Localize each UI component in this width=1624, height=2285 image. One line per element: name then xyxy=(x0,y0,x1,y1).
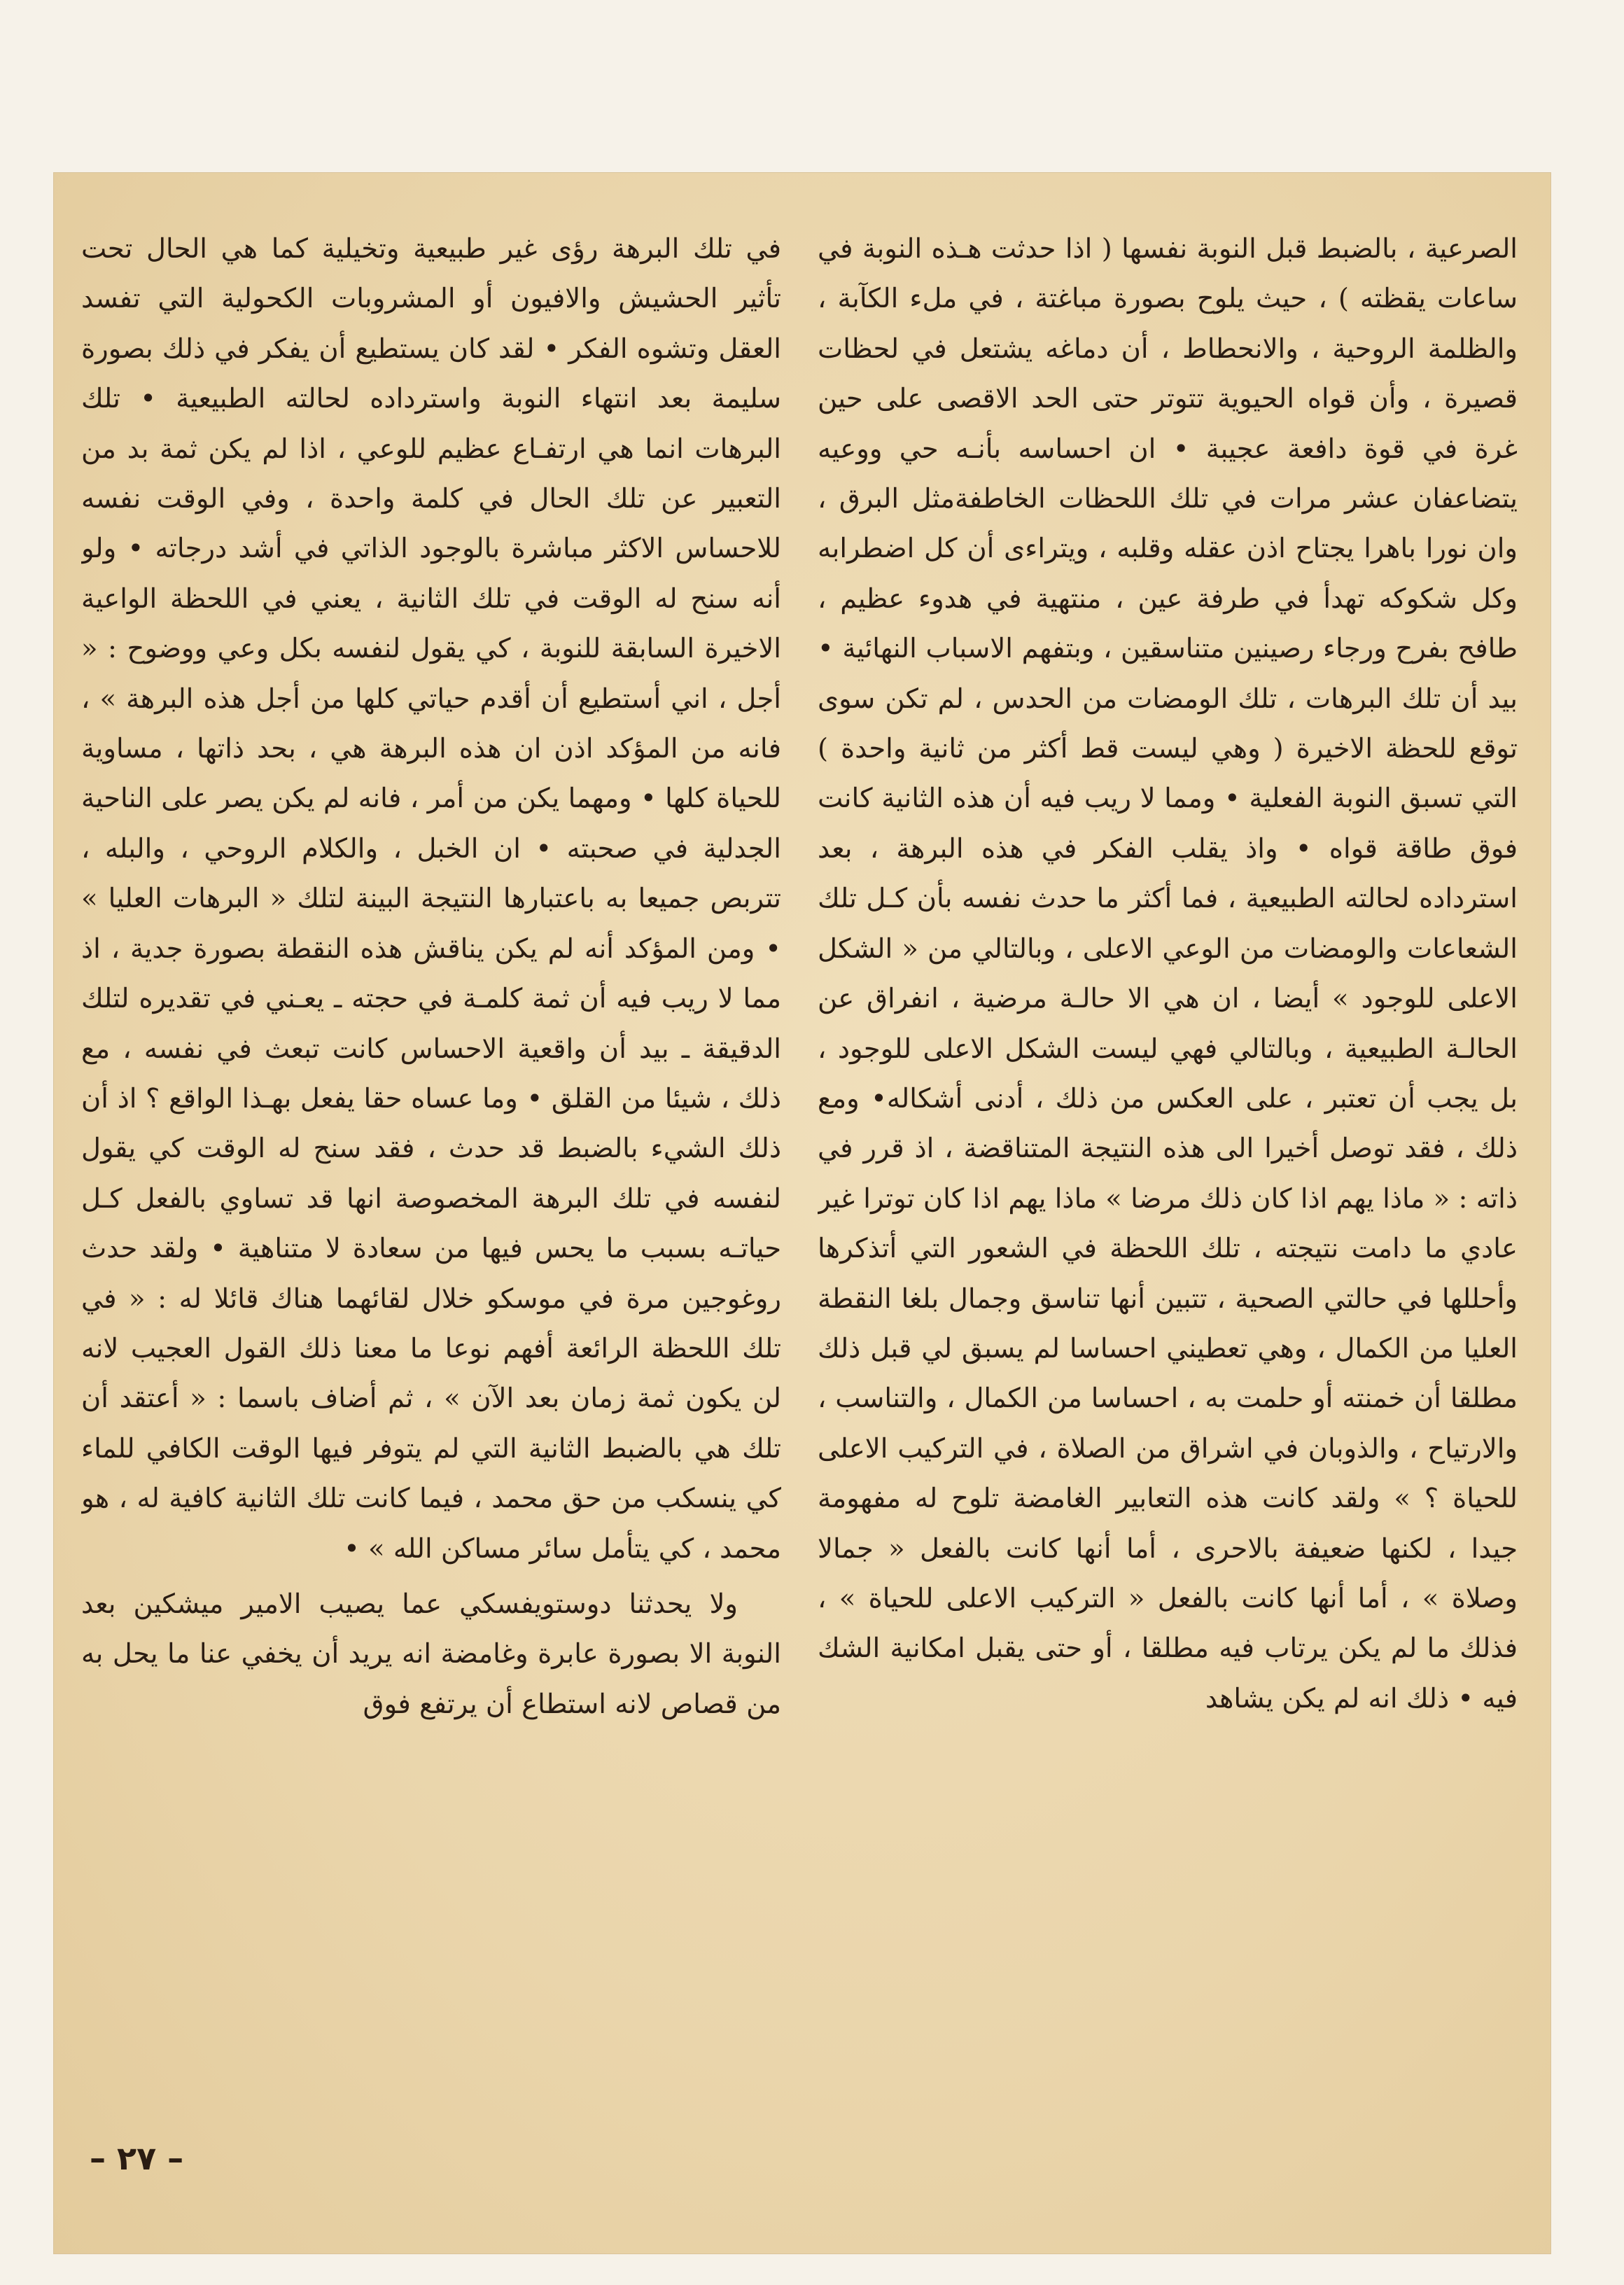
right-text-column xyxy=(818,224,1518,2128)
body-paragraph: ولا يحدثنا دوستويفسكي عما يصيب الامير ميشكين بعد النوبة الا بصورة عابرة وغامضة انه يريد أن يخفي عنا ما يحل به من قصاص لانه استطاع أن يرتفع فوق xyxy=(81,1588,781,1720)
left-text-column xyxy=(81,224,781,2128)
magazine-page xyxy=(53,172,1551,2254)
page-number: – ٢٧ – xyxy=(90,2139,184,2177)
body-paragraph: الصرعية ، بالضبط قبل النوبة نفسها ( اذا حدثت هـذه النوبة في ساعات يقظته ) ، حيث يلوح بصورة مباغتة ، في ملء الكآبة ، والظلمة الروحية ، والانحطاط ، أن دماغه يشتعل في لحظات قصيرة ، وأن قواه الحيوية تتوتر حتى الحد الاقصى على حين غرة في قوة دافعة عجيبة • ان احساسه بأنـه حي ووعيه يتضاعفان عشر مرات في تلك اللحظات الخاطفةمثل البرق ، وان نورا باهرا يجتاح اذن عقله وقلبه ، ويتراءى أن كل اضطرابه وكل شكوكه تهدأ في طرفة عين ، منتهية في هدوء عظيم ، طافح بفرح ورجاء رصينين متناسقين ، وبتفهم الاسباب النهائية • بيد أن تلك البرهات ، تلك الومضات من الحدس ، لم تكن سوى توقع للحظة الاخيرة ( وهي ليست قط أكثر من ثانية واحدة ) التي تسبق النوبة الفعلية • ومما لا ريب فيه أن هذه الثانية كانت فوق طاقة قواه • واذ يقلب الفكر في هذه البرهة ، بعد استرداده لحالته الطبيعية ، فما أكثر ما حدث نفسه بأن كـل تلك الشعاعات والومضات من الوعي الاعلى ، وبالتالي من « الشكل الاعلى للوجود » أيضا ، ان هي الا حالـة مرضية ، انفراق عن الحالـة الطبيعية ، وبالتالي فهي ليست الشكل الاعلى للوجود ، بل يجب أن تعتبر ، على العكس من ذلك ، أدنى أشكاله• ومع ذلك ، فقد توصل أخيرا الى هذه النتيجة المتناقضة ، اذ قرر في ذاته : « ماذا يهم اذا كان ذلك مرضا » ماذا يهم اذا كان توترا غير عادي ما دامت نتيجته ، تلك اللحظة في الشعور التي أتذكرها وأحللها في حالتي الصحية ، تتبين أنها تناسق وجمال بلغا النقطة العليا من الكمال ، وهي تعطيني احساسا لم يسبق لي قبل ذلك مطلقا أن خمنته أو حلمت به ، احساسا من الكمال ، والتناسب ، والارتياح ، والذوبان في اشراق من الصلاة ، في التركيب الاعلى للحياة ؟ » ولقد كانت هذه التعابير الغامضة تلوح له مفهومة جيدا ، لكنها ضعيفة بالاحرى ، أما أنها كانت بالفعل « جمالا وصلاة » ، أما أنها كانت بالفعل « التركيب الاعلى للحياة » ، فذلك ما لم يكن يرتاب فيه مطلقا ، أو حتى يقبل امكانية الشك فيه • ذلك انه لم يكن يشاهد xyxy=(818,233,1518,1714)
body-paragraph: في تلك البرهة رؤى غير طبيعية وتخيلية كما هي الحال تحت تأثير الحشيش والافيون أو المشروبات الكحولية التي تفسد العقل وتشوه الفكر • لقد كان يستطيع أن يفكر في ذلك بصورة سليمة بعد انتهاء النوبة واسترداده لحالته الطبيعية • تلك البرهات انما هي ارتفـاع عظيم للوعي ، اذا لم يكن ثمة بد من التعبير عن تلك الحال في كلمة واحدة ، وفي الوقت نفسه للاحساس الاكثر مباشرة بالوجود الذاتي في أشد درجاته • ولو أنه سنح له الوقت في تلك الثانية ، يعني في اللحظة الواعية الاخيرة السابقة للنوبة ، كي يقول لنفسه بكل وعي ووضوح : « أجل ، اني أستطيع أن أقدم حياتي كلها من أجل هذه البرهة » ، فانه من المؤكد اذن ان هذه البرهة هي ، بحد ذاتها ، مساوية للحياة كلها • ومهما يكن من أمر ، فانه لم يكن يصر على الناحية الجدلية في صحبته • ان الخبل ، والكلام الروحي ، والبله ، تتربص جميعا به باعتبارها النتيجة البينة لتلك « البرهات العليا » • ومن المؤكد أنه لم يكن يناقش هذه النقطة بصورة جدية ، اذ مما لا ريب فيه أن ثمة كلمـة في حجته ـ يعـني في تقديره لتلك الدقيقة ـ بيد أن واقعية الاحساس كانت تبعث في نفسه ، مع ذلك ، شيئا من القلق • وما عساه حقا يفعل بهـذا الواقع ؟ اذ أن ذلك الشيء بالضبط قد حدث ، فقد سنح له الوقت كي يقول لنفسه في تلك البرهة المخصوصة انها قد تساوي بالفعل كـل حياتـه بسبب ما يحس فيها من سعادة لا متناهية • ولقد حدث روغوجين مرة في موسكو خلال لقائهما هناك قائلا له : « في تلك اللحظة الرائعة أفهم نوعا ما معنا ذلك القول العجيب لانه لن يكون ثمة زمان بعد الآن » ، ثم أضاف باسما : « أعتقد أن تلك هي بالضبط الثانية التي لم يتوفر فيها الوقت الكافي للماء كي ينسكب من حق محمد ، فيما كانت تلك الثانية كافية له ، هو محمد ، كي يتأمل سائر مساكن الله » • xyxy=(81,233,781,1565)
